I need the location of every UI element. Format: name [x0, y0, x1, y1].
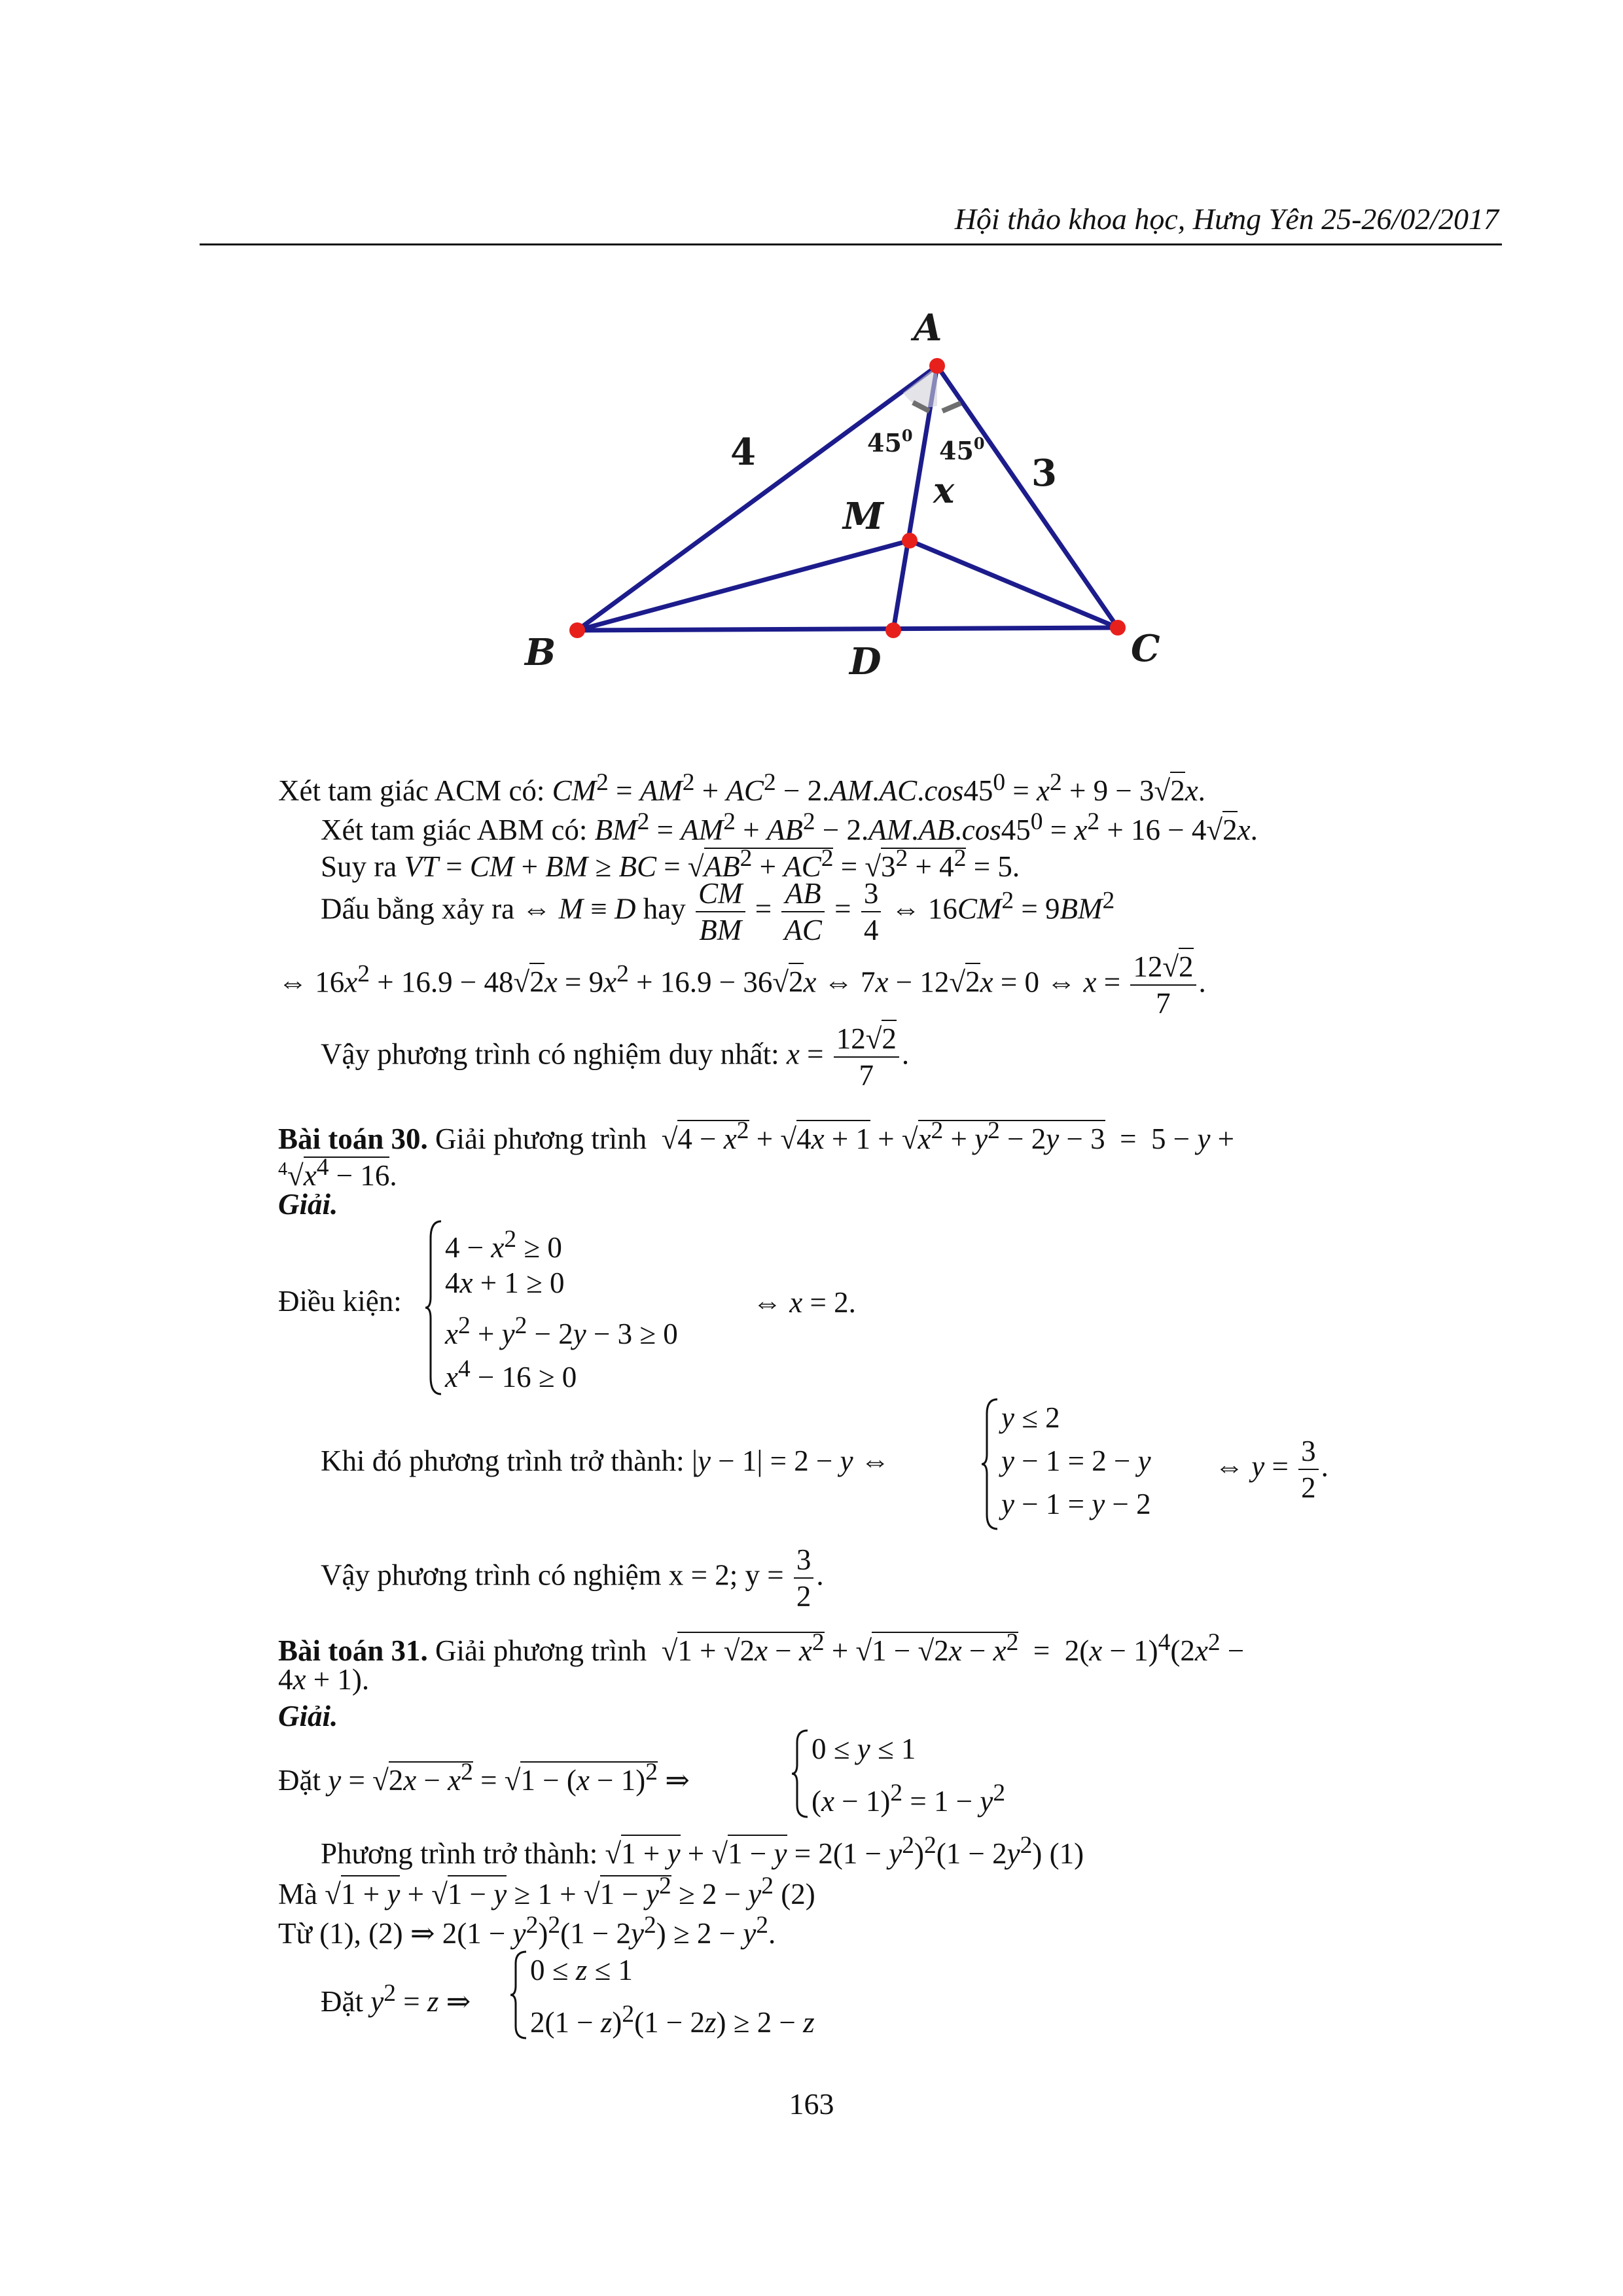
triangle-figure: [510, 295, 1204, 700]
y-result: ⇔ y = $\frac{3}{2}$ .: [1215, 1435, 1329, 1504]
cond-2: 4x + 1 ≥ 0: [445, 1266, 565, 1299]
y-cond-3: y − 1 = y − 2: [1001, 1488, 1151, 1520]
label-side-AC: 3: [1031, 452, 1057, 495]
problem-30-statement: Bài toán 30. Giải phương trình $√4 - x^2 + √4x + 1 + √x^2 + y^2 - 2y - 3 = 5 - y$ +: [278, 1117, 1235, 1155]
label-B: B: [525, 631, 556, 674]
y-cond-2: y − 1 = 2 − y: [1001, 1444, 1151, 1477]
conclusion-30: Vậy phương trình có nghiệm x = 2; y = $\frac{3}{2}$ .: [321, 1543, 824, 1613]
y-cond-1: y ≤ 2: [1001, 1401, 1060, 1434]
dat-y-cond-1: 0 ≤ y ≤ 1: [812, 1732, 916, 1765]
solution-label-31: Giải.: [278, 1700, 338, 1732]
khi-do-line: Khi đó phương trình trở thành: |y − 1| = 2 − y ⇔: [321, 1444, 890, 1477]
angle-label-left: $45^0$: [867, 426, 913, 457]
label-A: A: [914, 306, 942, 350]
label-C: C: [1131, 627, 1160, 670]
line-equivalence: ⇔ $16x^2 + 16.9 - 48√2x = 9x^2 + 16.9 - 36√2x$ ⇔ 7x − 12√2x = 0 ⇔ x = $\frac{12√2}{7}$ .: [278, 949, 1206, 1021]
point-A: [929, 358, 945, 374]
point-C: [1110, 620, 1126, 636]
point-B: [569, 622, 585, 638]
label-side-AB: 4: [730, 431, 756, 474]
running-header: Hội thảo khoa học, Hưng Yên 25-26/02/2017: [954, 202, 1499, 236]
angle-label-right: $45^0$: [939, 434, 985, 465]
cond-result: ⇔ x = 2.: [753, 1286, 856, 1319]
line-from-1-2: Từ (1), (2) ⇒ $2(1 - y^2)^2(1 - 2y^2) \ge 2 - y^2$.: [278, 1912, 776, 1950]
label-D: D: [849, 640, 882, 683]
line-acm: Xét tam giác ACM có: $CM^2 = AM^2 + AC^2 - 2.AM.AC.\cos 45^0 = x^2 + 9 - 3√2x$.: [278, 769, 1205, 807]
dat-z-cond-1: 0 ≤ z ≤ 1: [530, 1954, 633, 1986]
label-M: M: [843, 495, 883, 538]
dat-z-line: Đặt $y^2 = z$ ⇒: [321, 1980, 471, 2018]
cond-4: $x^4 - 16 \ge 0$: [445, 1355, 577, 1393]
cond-1: $4 - x^2 \ge 0$: [445, 1226, 562, 1264]
segment-BM: [577, 541, 910, 630]
dat-y-cond-2: $(x - 1)^2 = 1 - y^2$: [812, 1780, 1006, 1818]
header-rule: [200, 243, 1502, 245]
line-eq-1: Phương trình trở thành: $√1 + y + √1 - y = 2(1 - y^2)^2(1 - 2y^2)$ (1): [321, 1832, 1084, 1870]
brace-y: [980, 1397, 1000, 1532]
angle-arrow-right: [942, 403, 961, 411]
line-conclusion-29: Vậy phương trình có nghiệm duy nhất: x = $\frac{12√2}{7}$ .: [321, 1021, 909, 1093]
line-abm: Xét tam giác ABM có: $BM^2 = AM^2 + AB^2 - 2.AM.AB.\cos 45^0 = x^2 + 16 - 4√2x$.: [321, 808, 1258, 846]
brace-dat-z: [509, 1949, 529, 2041]
label-AM: x: [933, 469, 955, 511]
point-M: [902, 533, 918, 548]
brace-dat-y: [791, 1728, 810, 1820]
cond-3: $x^2 + y^2 - 2y - 3 \ge 0$: [445, 1312, 678, 1350]
point-D: [885, 622, 901, 638]
segment-BC: [577, 628, 1118, 630]
line-suy-ra: Suy ra VT = CM + BM ≥ BC = $√AB^2 + AC^2 = √3^2 + 4^2 = 5$.: [321, 845, 1020, 883]
line-dau-bang: Dấu bằng xảy ra ⇔ M ≡ D hay $\frac{CM}{BM}$ = $\frac{AB}{AC}$ = $\frac{3}{4}$ ⇔ $16CM^2 = 9BM^2$: [321, 877, 1115, 946]
dieu-kien-label: Điều kiện:: [278, 1285, 402, 1318]
problem-31-statement-cont: 4x + 1).: [278, 1663, 370, 1696]
problem-30-statement-cont: $^4√x^4 - 16$.: [278, 1154, 397, 1192]
problem-31-statement: Bài toán 31. Giải phương trình $√1 + √2x - x^2 + √1 - √2x - x^2 = 2(x - 1)^4(2x^2$ −: [278, 1629, 1245, 1667]
brace-dieu-kien: [424, 1219, 444, 1397]
dat-z-cond-2: $2(1 - z)^2(1 - 2z) \ge 2 - z$: [530, 2001, 815, 2039]
dat-y-line: Đặt $y = √2x - x^2 = √1 - (x - 1)^2$ ⇒: [278, 1759, 690, 1797]
solution-label-30: Giải.: [278, 1188, 338, 1221]
page-number: 163: [789, 2087, 834, 2121]
line-eq-2: Mà $√1 + y + √1 - y \ge 1 + √1 - y^2 \ge 2 - y^2$ (2): [278, 1873, 815, 1910]
